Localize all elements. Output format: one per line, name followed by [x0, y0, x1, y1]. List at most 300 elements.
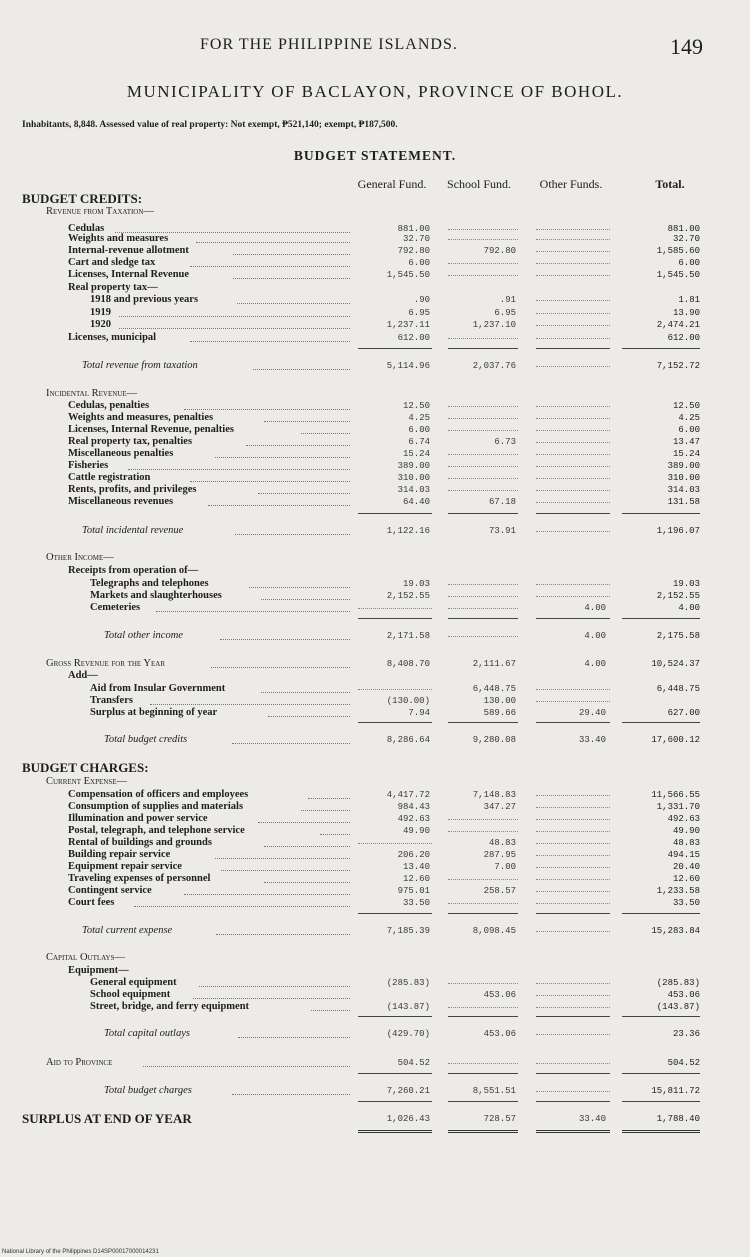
row-label: SURPLUS AT END OF YEAR: [22, 1111, 192, 1126]
empty-cell-leader: [448, 596, 518, 597]
double-rule-line: [448, 1130, 518, 1133]
general-fund-value: 13.40: [402, 862, 430, 872]
rule-line: [358, 913, 432, 914]
total-value: 881.00: [667, 224, 700, 234]
row-label: General equipment: [90, 977, 177, 988]
budget-row: [0, 282, 750, 294]
empty-cell-leader: [448, 983, 518, 984]
budget-row: [0, 1113, 750, 1125]
row-label: Consumption of supplies and materials: [68, 801, 244, 812]
row-label: Aid to Province: [46, 1057, 113, 1068]
budget-row: [0, 193, 750, 205]
row-label: Court fees: [68, 897, 115, 908]
rule-line: [448, 1073, 518, 1074]
row-label: Total budget credits: [104, 734, 188, 745]
school-fund-value: .91: [499, 295, 516, 305]
budget-row: [0, 861, 750, 873]
general-fund-value: 8,408.70: [386, 659, 430, 669]
dot-leader: [261, 599, 350, 600]
rule-line: [536, 348, 610, 349]
school-fund-value: 792.80: [483, 246, 516, 256]
empty-cell-leader: [448, 584, 518, 585]
empty-cell-leader: [358, 608, 432, 609]
total-value: 13.90: [672, 308, 700, 318]
empty-cell-leader: [536, 406, 610, 407]
general-fund-value: 2,152.55: [386, 591, 430, 601]
rule-line: [622, 618, 700, 619]
general-fund-value: 975.01: [397, 886, 430, 896]
budget-row: [0, 825, 750, 837]
total-value: 389.00: [667, 461, 700, 471]
total-value: 2,175.58: [656, 631, 700, 641]
total-value: 6.00: [678, 258, 700, 268]
municipality-heading: MUNICIPALITY OF BACLAYON, PROVINCE OF BOHOL.: [126, 82, 624, 101]
page-number: 149: [670, 34, 703, 59]
general-fund-value: 6.95: [408, 308, 430, 318]
rule-line: [536, 722, 610, 723]
total-value: 2,474.21: [656, 320, 700, 330]
budget-row: [0, 1057, 750, 1069]
budget-row: [0, 1085, 750, 1097]
empty-cell-leader: [536, 366, 610, 367]
empty-cell-leader: [536, 903, 610, 904]
budget-row: [0, 813, 750, 825]
dot-leader: [253, 369, 350, 370]
row-label: BUDGET CHARGES:: [22, 760, 149, 775]
general-fund-value: 4.25: [408, 413, 430, 423]
empty-cell-leader: [536, 478, 610, 479]
dot-leader: [249, 587, 350, 588]
budget-row: [0, 412, 750, 424]
rule-line: [536, 1101, 610, 1102]
rule-line: [358, 1101, 432, 1102]
total-value: 15.24: [672, 449, 700, 459]
general-fund-value: (429.70): [386, 1029, 430, 1039]
school-fund-value: 453.06: [483, 1029, 516, 1039]
empty-cell-leader: [536, 338, 610, 339]
dot-leader: [190, 266, 350, 267]
budget-row: [0, 388, 750, 400]
empty-cell-leader: [448, 490, 518, 491]
total-value: 314.03: [667, 485, 700, 495]
row-label: Contingent service: [68, 885, 152, 896]
rule-line: [358, 722, 432, 723]
general-fund-value: 7,260.21: [386, 1086, 430, 1096]
budget-row: [0, 484, 750, 496]
row-label: Current Expense—: [46, 776, 127, 787]
dot-leader: [311, 1010, 350, 1011]
general-fund-value: 792.80: [397, 246, 430, 256]
row-label: Other Income—: [46, 552, 114, 563]
row-label: Receipts from operation of—: [68, 565, 199, 576]
school-fund-value: 287.95: [483, 850, 516, 860]
rule-line: [448, 348, 518, 349]
row-label: Real property tax, penalties: [68, 436, 193, 447]
general-fund-value: 314.03: [397, 485, 430, 495]
empty-cell-leader: [448, 831, 518, 832]
dot-leader: [196, 242, 350, 243]
budget-row: [0, 360, 750, 372]
total-value: 20.40: [672, 862, 700, 872]
budget-row: [0, 1001, 750, 1013]
budget-row: [0, 695, 750, 707]
row-label: Internal-revenue allotment: [68, 245, 189, 256]
double-rule-line: [536, 1130, 610, 1133]
general-fund-value: 1,237.11: [386, 320, 430, 330]
row-label: Licenses, Internal Revenue, penalties: [68, 424, 234, 435]
dot-leader: [193, 998, 350, 999]
empty-cell-leader: [536, 843, 610, 844]
empty-cell-leader: [358, 689, 432, 690]
row-label: Markets and slaughterhouses: [90, 590, 222, 601]
total-value: 4.00: [678, 603, 700, 613]
budget-row: [0, 332, 750, 344]
empty-cell-leader: [536, 855, 610, 856]
double-rule-line: [622, 1130, 700, 1133]
empty-cell-leader: [536, 275, 610, 276]
rule-line: [358, 513, 432, 514]
empty-cell-leader: [536, 442, 610, 443]
empty-cell-leader: [536, 300, 610, 301]
row-label: School equipment: [90, 989, 171, 1000]
budget-row: [0, 578, 750, 590]
total-value: 492.63: [667, 814, 700, 824]
school-fund-value: 1,237.10: [472, 320, 516, 330]
dot-leader: [238, 1037, 350, 1038]
school-fund-value: 453.06: [483, 990, 516, 1000]
rule-line: [448, 913, 518, 914]
dot-leader: [119, 328, 350, 329]
row-label: Gross Revenue for the Year: [46, 658, 166, 669]
budget-row: [0, 776, 750, 788]
total-value: 1,585.60: [656, 246, 700, 256]
budget-row: [0, 683, 750, 695]
total-value: 1,233.58: [656, 886, 700, 896]
dot-leader: [233, 254, 350, 255]
budget-row: [0, 801, 750, 813]
budget-row: [0, 762, 750, 774]
budget-row: [0, 789, 750, 801]
empty-cell-leader: [448, 478, 518, 479]
empty-cell-leader: [536, 1091, 610, 1092]
total-value: 2,152.55: [656, 591, 700, 601]
school-fund-value: 8,551.51: [472, 1086, 516, 1096]
general-fund-value: 504.52: [397, 1058, 430, 1068]
row-label: 1918 and previous years: [90, 294, 199, 305]
empty-cell-leader: [536, 596, 610, 597]
empty-cell-leader: [448, 608, 518, 609]
dot-leader: [233, 278, 350, 279]
rule-line: [448, 618, 518, 619]
empty-cell-leader: [536, 251, 610, 252]
budget-row: [0, 952, 750, 964]
row-label: Aid from Insular Government: [90, 683, 226, 694]
dot-leader: [150, 704, 350, 705]
other-funds-value: 33.40: [578, 735, 606, 745]
row-label: Building repair service: [68, 849, 171, 860]
total-value: 33.50: [672, 898, 700, 908]
row-label: Cemeteries: [90, 602, 141, 613]
dot-leader: [215, 858, 350, 859]
dot-leader: [119, 316, 350, 317]
general-fund-value: 64.40: [402, 497, 430, 507]
total-value: 1,331.70: [656, 802, 700, 812]
row-label: Compensation of officers and employees: [68, 789, 249, 800]
dot-leader: [320, 834, 350, 835]
budget-row: [0, 552, 750, 564]
budget-row: [0, 734, 750, 746]
row-label: Total capital outlays: [104, 1028, 190, 1039]
general-fund-value: (285.83): [386, 978, 430, 988]
dot-leader: [258, 822, 350, 823]
other-funds-value: 29.40: [578, 708, 606, 718]
row-label: BUDGET CREDITS:: [22, 191, 143, 206]
empty-cell-leader: [536, 867, 610, 868]
empty-cell-leader: [536, 502, 610, 503]
column-header-general: General Fund.: [357, 177, 427, 191]
general-fund-value: 8,286.64: [386, 735, 430, 745]
budget-row: [0, 873, 750, 885]
dot-leader: [264, 882, 350, 883]
empty-cell-leader: [448, 819, 518, 820]
other-funds-value: 33.40: [578, 1114, 606, 1124]
budget-row: [0, 965, 750, 977]
dot-leader: [211, 667, 350, 668]
empty-cell-leader: [536, 701, 610, 702]
total-value: (285.83): [656, 978, 700, 988]
empty-cell-leader: [536, 891, 610, 892]
general-fund-value: 984.43: [397, 802, 430, 812]
rule-line: [536, 1016, 610, 1017]
general-fund-value: 12.50: [402, 401, 430, 411]
total-value: 6.00: [678, 425, 700, 435]
empty-cell-leader: [536, 1034, 610, 1035]
column-header-other: Other Funds.: [539, 177, 603, 191]
row-label: Revenue from Taxation—: [46, 206, 154, 217]
budget-row: [0, 269, 750, 281]
row-label: Equipment repair service: [68, 861, 182, 872]
budget-row: [0, 658, 750, 670]
row-label: Cedulas, penalties: [68, 400, 150, 411]
school-fund-value: 9,280.08: [472, 735, 516, 745]
general-fund-value: 1,122.16: [386, 526, 430, 536]
general-fund-value: 6.74: [408, 437, 430, 447]
budget-row: [0, 496, 750, 508]
row-label: Street, bridge, and ferry equipment: [90, 1001, 250, 1012]
school-fund-value: 6.95: [494, 308, 516, 318]
school-fund-value: 258.57: [483, 886, 516, 896]
other-funds-value: 4.00: [584, 631, 606, 641]
total-value: 6,448.75: [656, 684, 700, 694]
school-fund-value: 7.00: [494, 862, 516, 872]
dot-leader: [216, 934, 350, 935]
general-fund-value: 2,171.58: [386, 631, 430, 641]
dot-leader: [208, 505, 350, 506]
row-label: Miscellaneous penalties: [68, 448, 174, 459]
empty-cell-leader: [536, 325, 610, 326]
dot-leader: [264, 846, 350, 847]
empty-cell-leader: [536, 1063, 610, 1064]
row-label: Miscellaneous revenues: [68, 496, 174, 507]
empty-cell-leader: [448, 418, 518, 419]
empty-cell-leader: [536, 831, 610, 832]
rule-line: [536, 1073, 610, 1074]
total-value: 7,152.72: [656, 361, 700, 371]
empty-cell-leader: [536, 689, 610, 690]
row-label: Cedulas: [68, 223, 105, 234]
empty-cell-leader: [448, 1007, 518, 1008]
school-fund-value: 347.27: [483, 802, 516, 812]
rule-line: [358, 1073, 432, 1074]
total-value: 13.47: [672, 437, 700, 447]
rule-line: [536, 513, 610, 514]
rule-line: [622, 348, 700, 349]
general-fund-value: 49.90: [402, 826, 430, 836]
row-label: Incidental Revenue—: [46, 388, 138, 399]
general-fund-value: 206.20: [397, 850, 430, 860]
budget-row: [0, 707, 750, 719]
row-label: Fisheries: [68, 460, 109, 471]
dot-leader: [128, 469, 350, 470]
budget-row: [0, 977, 750, 989]
row-label: Illumination and power service: [68, 813, 208, 824]
row-label: Surplus at beginning of year: [90, 707, 218, 718]
dot-leader: [246, 445, 350, 446]
row-label: Rental of buildings and grounds: [68, 837, 212, 848]
total-value: 15,283.84: [651, 926, 700, 936]
total-value: 4.25: [678, 413, 700, 423]
empty-cell-leader: [448, 263, 518, 264]
empty-cell-leader: [536, 239, 610, 240]
empty-cell-leader: [536, 931, 610, 932]
school-fund-value: 48.83: [488, 838, 516, 848]
total-value: 310.00: [667, 473, 700, 483]
budget-row: [0, 448, 750, 460]
total-value: 49.90: [672, 826, 700, 836]
dot-leader: [232, 743, 350, 744]
budget-row: [0, 590, 750, 602]
row-label: Total budget charges: [104, 1085, 192, 1096]
empty-cell-leader: [536, 229, 610, 230]
total-value: 627.00: [667, 708, 700, 718]
general-fund-value: 4,417.72: [386, 790, 430, 800]
rule-line: [622, 1101, 700, 1102]
school-fund-value: 728.57: [483, 1114, 516, 1124]
dot-leader: [184, 894, 350, 895]
empty-cell-leader: [536, 430, 610, 431]
budget-row: [0, 849, 750, 861]
general-fund-value: 492.63: [397, 814, 430, 824]
empty-cell-leader: [536, 418, 610, 419]
empty-cell-leader: [448, 636, 518, 637]
rule-line: [448, 722, 518, 723]
empty-cell-leader: [358, 843, 432, 844]
empty-cell-leader: [448, 466, 518, 467]
general-fund-value: 7,185.39: [386, 926, 430, 936]
general-fund-value: 1,026.43: [386, 1114, 430, 1124]
inhabitants-line: Inhabitants, 8,848. Assessed value of real property: Not exempt, ₱521,140; exempt, ₱187,500.: [22, 120, 398, 130]
rule-line: [448, 1016, 518, 1017]
empty-cell-leader: [536, 490, 610, 491]
empty-cell-leader: [536, 313, 610, 314]
budget-row: [0, 837, 750, 849]
school-fund-value: 2,111.67: [472, 659, 516, 669]
budget-row: [0, 206, 750, 218]
row-label: 1920: [90, 319, 111, 330]
dot-leader: [134, 906, 350, 907]
total-value: 1,788.40: [656, 1114, 700, 1124]
empty-cell-leader: [536, 819, 610, 820]
row-label: Capital Outlays—: [46, 952, 126, 963]
empty-cell-leader: [536, 879, 610, 880]
row-label: Total other income: [104, 630, 183, 641]
empty-cell-leader: [536, 807, 610, 808]
empty-cell-leader: [448, 406, 518, 407]
dot-leader: [199, 986, 350, 987]
page-header: [0, 30, 750, 64]
general-fund-value: 7.94: [408, 708, 430, 718]
rule-line: [622, 513, 700, 514]
row-label: Weights and measures: [68, 233, 169, 244]
row-label: Total revenue from taxation: [82, 360, 198, 371]
dot-leader: [215, 457, 350, 458]
empty-cell-leader: [448, 275, 518, 276]
dot-leader: [235, 534, 350, 535]
total-value: 17,600.12: [651, 735, 700, 745]
total-value: 131.58: [667, 497, 700, 507]
budget-row: [0, 1028, 750, 1040]
budget-row: [0, 307, 750, 319]
budget-row: [0, 424, 750, 436]
dot-leader: [264, 421, 350, 422]
rule-line: [358, 1016, 432, 1017]
row-label: Transfers: [90, 695, 133, 706]
rule-line: [448, 513, 518, 514]
general-fund-value: 6.00: [408, 425, 430, 435]
general-fund-value: 19.03: [402, 579, 430, 589]
empty-cell-leader: [448, 430, 518, 431]
school-fund-value: 6.73: [494, 437, 516, 447]
empty-cell-leader: [448, 879, 518, 880]
dot-leader: [261, 692, 350, 693]
dot-leader: [143, 1066, 350, 1067]
general-fund-value: 612.00: [397, 333, 430, 343]
row-label: Real property tax—: [68, 282, 158, 293]
rule-line: [622, 722, 700, 723]
total-value: 1,545.50: [656, 270, 700, 280]
row-label: Cart and sledge tax: [68, 257, 156, 268]
budget-row: [0, 245, 750, 257]
row-label: Total current expense: [82, 925, 173, 936]
budget-row: [0, 630, 750, 642]
empty-cell-leader: [536, 795, 610, 796]
general-fund-value: (130.00): [386, 696, 430, 706]
general-fund-value: 881.00: [397, 224, 430, 234]
school-fund-value: 2,037.76: [472, 361, 516, 371]
empty-cell-leader: [536, 454, 610, 455]
total-value: (143.87): [656, 1002, 700, 1012]
row-label: Cattle registration: [68, 472, 151, 483]
dot-leader: [220, 639, 350, 640]
empty-cell-leader: [536, 1007, 610, 1008]
total-value: 612.00: [667, 333, 700, 343]
empty-cell-leader: [448, 1063, 518, 1064]
row-label: Weights and measures, penalties: [68, 412, 214, 423]
budget-row: [0, 233, 750, 245]
total-value: 12.60: [672, 874, 700, 884]
empty-cell-leader: [536, 584, 610, 585]
budget-row: [0, 565, 750, 577]
